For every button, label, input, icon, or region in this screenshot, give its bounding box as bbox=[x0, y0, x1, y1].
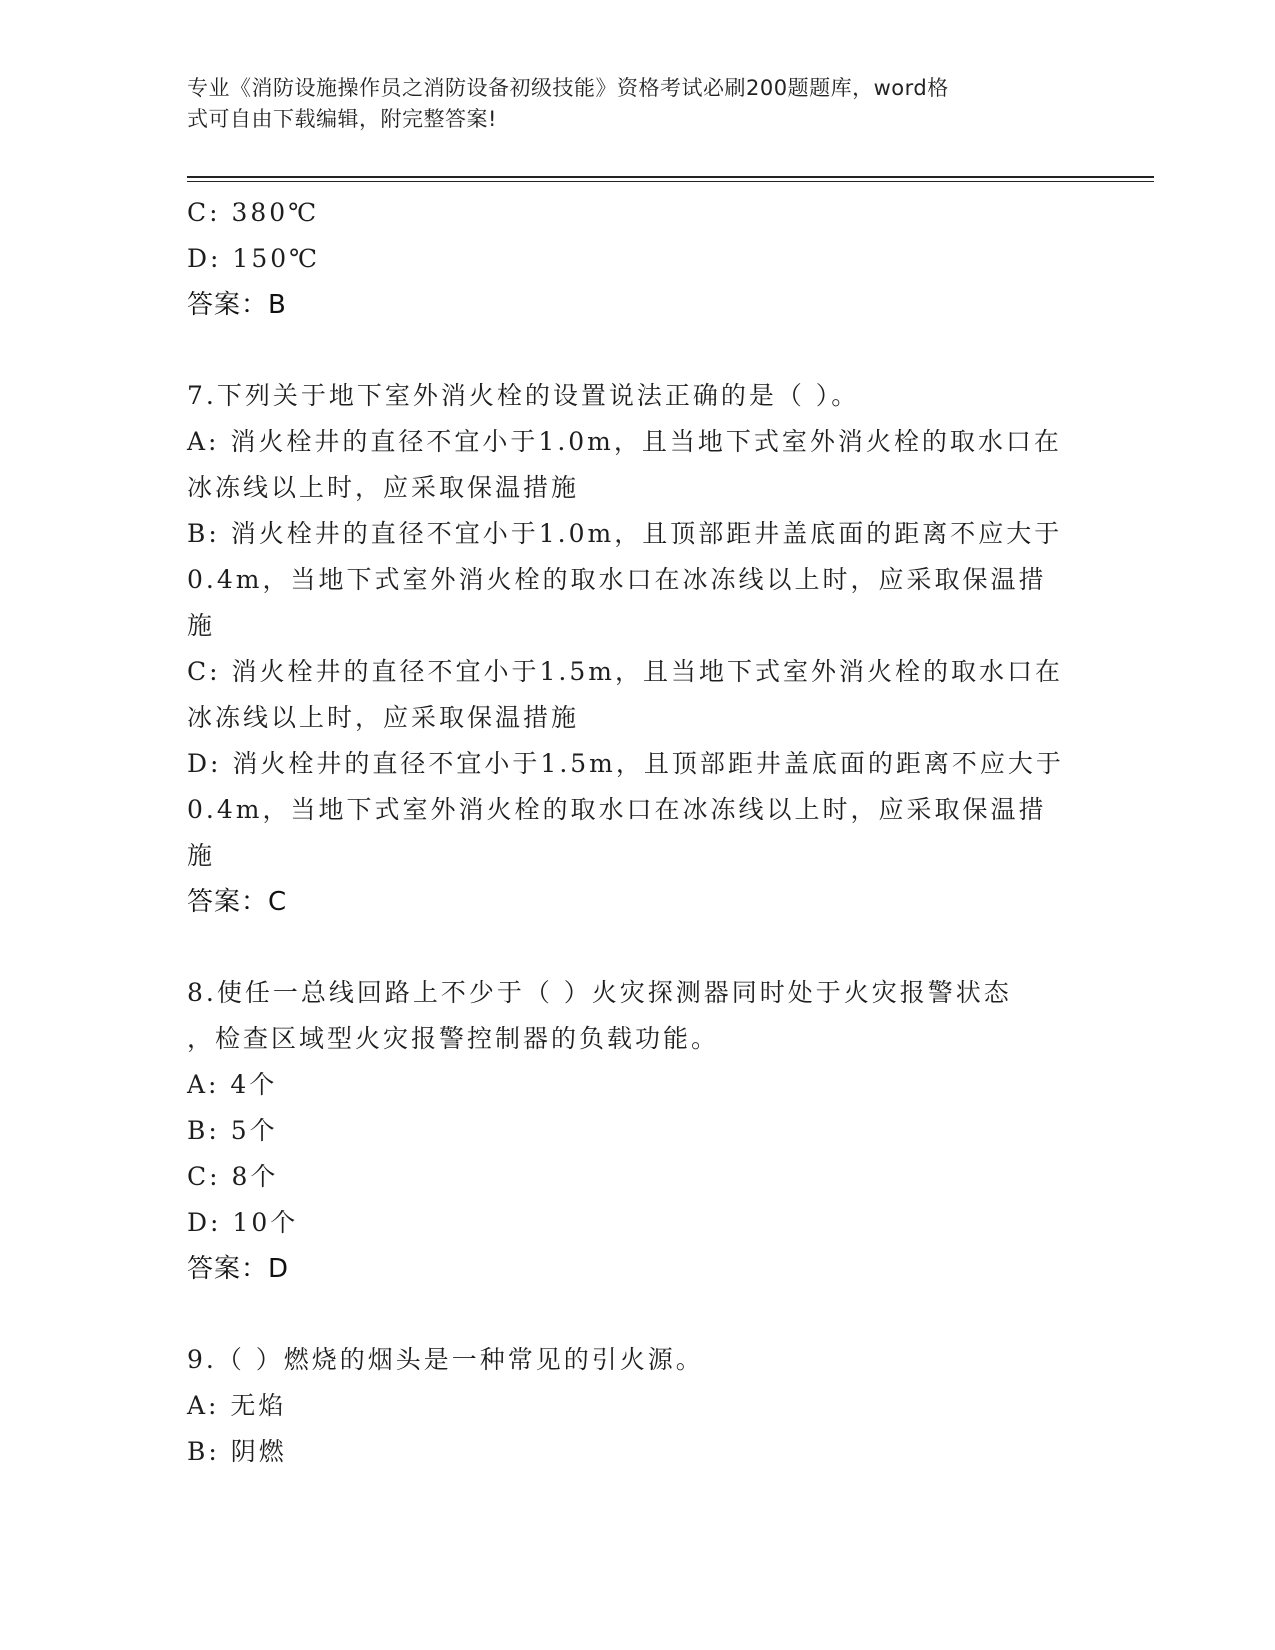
answer-label: 答案：B bbox=[187, 290, 287, 320]
option-b: B: 5个 bbox=[187, 1116, 278, 1145]
question-list bbox=[187, 190, 1087, 1475]
header-divider-thick bbox=[187, 176, 1154, 178]
spacer bbox=[187, 1292, 1087, 1337]
answer-label: 答案：C bbox=[187, 887, 288, 917]
option-b-line-2: 0.4m，当地下式室外消火栓的取水口在冰冻线以上时，应采取保温措 bbox=[187, 565, 1047, 594]
option-a-line-1: A: 消火栓井的直径不宜小于1.0m，且当地下式室外消火栓的取水口在 bbox=[187, 427, 1062, 456]
option-d-line-3: 施 bbox=[187, 841, 216, 870]
question-6-tail bbox=[187, 190, 1087, 328]
option-b: B: 阴燃 bbox=[187, 1437, 287, 1466]
spacer bbox=[187, 328, 1087, 373]
option-d-line-2: 0.4m，当地下式室外消火栓的取水口在冰冻线以上时，应采取保温措 bbox=[187, 795, 1047, 824]
question-stem: 7.下列关于地下室外消火栓的设置说法正确的是（ ）。 bbox=[187, 381, 860, 410]
option-b-line-3: 施 bbox=[187, 611, 216, 640]
question-7 bbox=[187, 373, 1087, 925]
question-stem-line-1: 8.使任一总线回路上不少于（ ）火灾探测器同时处于火灾报警状态 bbox=[187, 978, 1012, 1007]
option-d: D: 10个 bbox=[187, 1208, 299, 1237]
spacer bbox=[187, 925, 1087, 970]
option-b-line-1: B: 消火栓井的直径不宜小于1.0m，且顶部距井盖底面的距离不应大于 bbox=[187, 519, 1063, 548]
option-a-line-2: 冰冻线以上时，应采取保温措施 bbox=[187, 473, 580, 502]
document-header bbox=[187, 73, 1067, 135]
question-stem: 9.（ ）燃烧的烟头是一种常见的引火源。 bbox=[187, 1345, 704, 1374]
header-title-line-2: 式可自由下载编辑，附完整答案! bbox=[187, 107, 497, 131]
question-9 bbox=[187, 1337, 1087, 1475]
option-d: D: 150℃ bbox=[187, 244, 321, 273]
header-title-line-1: 专业《消防设施操作员之消防设备初级技能》资格考试必刷200题题库，word格 bbox=[187, 76, 949, 100]
option-c: C: 380℃ bbox=[187, 198, 320, 227]
option-c-line-2: 冰冻线以上时，应采取保温措施 bbox=[187, 703, 580, 732]
question-8 bbox=[187, 970, 1087, 1292]
question-stem-line-2: ，检查区域型火灾报警控制器的负载功能。 bbox=[187, 1024, 720, 1053]
option-a: A: 无焰 bbox=[187, 1391, 287, 1420]
option-d-line-1: D: 消火栓井的直径不宜小于1.5m，且顶部距井盖底面的距离不应大于 bbox=[187, 749, 1064, 778]
option-a: A: 4个 bbox=[187, 1070, 278, 1099]
option-c-line-1: C: 消火栓井的直径不宜小于1.5m，且当地下式室外消火栓的取水口在 bbox=[187, 657, 1063, 686]
header-divider-thin bbox=[187, 181, 1154, 182]
answer-label: 答案：D bbox=[187, 1254, 290, 1284]
option-c: C: 8个 bbox=[187, 1162, 279, 1191]
